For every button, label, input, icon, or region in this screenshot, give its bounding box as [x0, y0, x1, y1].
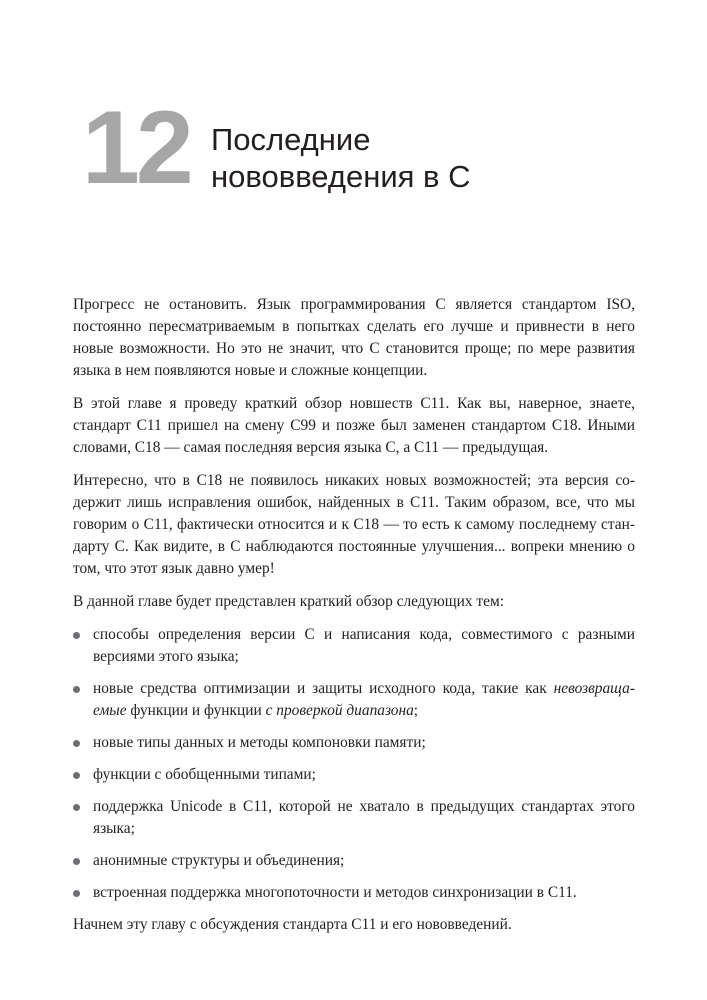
chapter-title-line-1: Последние — [211, 122, 371, 157]
list-item — [73, 850, 635, 872]
topics-list — [73, 624, 635, 904]
paragraph-intro: Прогресс не остановить. Язык программирования С является стандартом ISO, постоянно пересматриваемым в попытках сделать его лучше и привнести в него новые возможности. Но это не значит, что С становится проще; по мере развития языка в нем появляются новые и сложные концепции. — [73, 296, 635, 379]
list-item — [73, 732, 635, 754]
bullet-icon — [73, 772, 80, 779]
topic-text: встроенная поддержка многопоточности и методов синхронизации в С11. — [93, 884, 577, 901]
topic-text: анонимные структуры и объединения; — [93, 852, 345, 869]
topic-text-end: ; — [413, 702, 419, 719]
bullet-icon — [73, 740, 80, 747]
list-item — [73, 624, 635, 668]
topic-text-start: новые средства оптимизации и защиты исходного кода, такие как — [93, 680, 554, 697]
bullet-icon — [73, 632, 80, 639]
topic-text: функции с обобщенными типами; — [93, 766, 316, 783]
topic-text: способы определения версии С и написания кода, совместимого с разными версиями этого языка; — [93, 626, 635, 665]
list-item — [73, 796, 635, 840]
bullet-icon — [73, 686, 80, 693]
paragraph-c18: Интересно, что в С18 не появилось никаких новых возможностей; эта версия содержит лишь исправления ошибок, найденных в С11. Таким образом, все, что мы говорим о С11, фактически относится и к С18 — то есть к самому последнему стандарту С. Как видите, в С наблюдаются постоянные улучшения... вопреки мнению о том, что этот язык давно умер! — [73, 472, 635, 577]
bullet-icon — [73, 804, 80, 811]
paragraph-overview: В этой главе я проведу краткий обзор новшеств С11. Как вы, наверное, знаете, стандарт С11 пришел на смену С99 и позже был заменен стандартом С18. Иными словами, С18 — самая последняя версия языка С, а С11 — предыдущая. — [73, 395, 635, 456]
bullet-icon — [73, 858, 80, 865]
chapter-number: 12 — [82, 90, 190, 206]
chapter-title — [211, 121, 471, 195]
topic-text: поддержка Unicode в С11, которой не хватало в предыдущих стандартах этого языка; — [93, 798, 635, 837]
list-item — [73, 882, 635, 904]
paragraph-topics-intro: В данной главе будет представлен краткий обзор следующих тем: — [73, 593, 505, 610]
paragraph-closing: Начнем эту главу с обсуждения стандарта С11 и его нововведений. — [73, 916, 512, 933]
list-item — [73, 764, 635, 786]
chapter-header — [82, 90, 642, 206]
chapter-body — [73, 294, 635, 947]
topic-text: новые типы данных и методы компоновки памяти; — [93, 734, 426, 751]
chapter-title-line-2: нововведения в С — [211, 159, 471, 194]
topic-emphasis-nonreturning: невозвращаемые — [93, 680, 635, 719]
bullet-icon — [73, 890, 80, 897]
topic-emphasis-bounds-checking: с проверкой диапазона — [265, 702, 414, 719]
list-item — [73, 678, 635, 722]
topic-text-middle: функции и функции — [126, 702, 266, 719]
